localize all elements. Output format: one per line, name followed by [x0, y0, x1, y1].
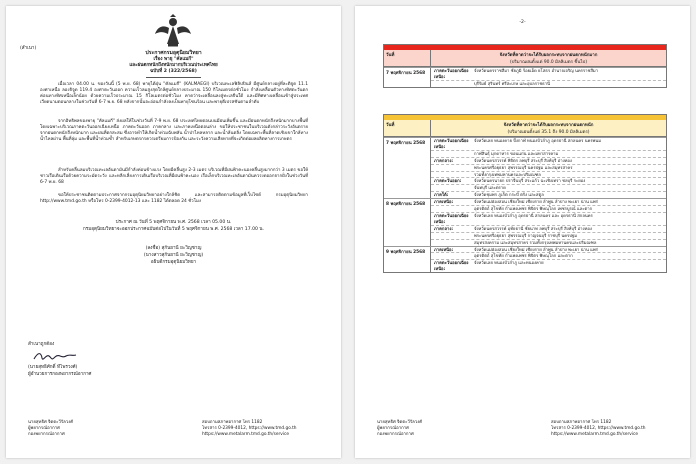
province-list: จังหวัดเลย หนองคาย บึงกาฬ หนองบัวลำภู อุดรธานี สกลนคร นครพนม [474, 138, 601, 143]
heavy-rain-table [383, 114, 667, 273]
row-areas [431, 138, 666, 198]
region-label [431, 165, 474, 171]
province-list: จังหวัดแม่ฮ่องสอน เชียงใหม่ เชียงราย ลำพูน ลำปาง พะเยา น่าน แพร่ [474, 199, 598, 205]
row-areas [431, 68, 666, 87]
region-label [431, 253, 474, 259]
region-label [431, 172, 474, 178]
list-item [431, 158, 666, 165]
row-date: 8 พฤศจิกายน 2568 [384, 199, 431, 245]
row-date: 7 พฤศจิกายน 2568 [384, 68, 431, 87]
region-label: ภาคตะวันออกเฉียงเหนือ: [434, 212, 469, 224]
list-item [431, 81, 666, 87]
list-item [431, 172, 666, 179]
certified-title: ผู้อำนวยการกองพยากรณ์อากาศ [28, 372, 92, 377]
table-row [384, 198, 666, 245]
footer-hotline: สอบถามสภาพอากาศ โทร 1182 [202, 420, 263, 425]
region-label: ภาคตะวันออกเฉียงเหนือ: [434, 138, 469, 149]
province-list: จังหวัดนครนายก ปราจีนบุรี สระแก้ว ฉะเชิงเทรา ชลบุรี ระยอง [474, 178, 586, 184]
list-item [431, 151, 666, 158]
province-list: บุรีรัมย์ สุรินทร์ ศรีสะเกษ และอุบลราชธานี [474, 80, 550, 86]
list-item [431, 233, 666, 240]
certified-name: (นายสุทธิศักดิ์ ทีไพรวงศ์) [28, 365, 78, 370]
subtitle-line: และฝนตกหนักถึงหนักมากบริเวณประเทศไทย [129, 63, 218, 68]
list-item [431, 240, 666, 246]
region-label: ภาคตะวันออกเฉียงเหนือ: [434, 260, 469, 272]
org-title: ประกาศกรมอุตุนิยมวิทยา [145, 50, 202, 56]
footer-left [28, 420, 73, 437]
table1-col-area: จังหวัดที่คาดว่าจะได้รับผลกระทบจากฝนตกหนักมาก (ปริมาณฝนตั้งแต่ 90.0 มิลลิเมตร ขึ้นไป) [499, 53, 598, 65]
province-list: จังหวัดชุมพร ภูเก็ต กระบี่ ตรัง และสตูล [474, 192, 544, 198]
signer-name: (นางสาวสุกันยานี ยะวิญชาญ) [143, 253, 204, 258]
announce-date: ประกาศ ณ วันที่ 5 พฤศจิกายน พ.ศ. 2568 เวลา 05.00 น. [115, 220, 232, 225]
page-number: -2- [519, 20, 526, 25]
province-list: จังหวัดนครสวรรค์ พิจิตร ลพบุรี สระบุรี สิงห์บุรี อ่างทอง [474, 157, 572, 163]
header-divider [146, 77, 201, 78]
paragraph-storm-position: เมื่อเวลา 04.00 น. ของวันนี้ (5 พ.ย. 68) พายุไต้ฝุ่น "คัลแมกี" (KALMAEGI) บริเวณทะเลฟิลิปปินส์ มีศูนย์กลางอยู่ที่ละติจูด 11.1 องศาเหนือ ลองจิจูด 119.4 องศาตะวันออก ความเร็วลมสูงสุดใกล้ศูนย์กลางประมาณ 150 กิโลเมตรต่อชั่วโมง กำลังเคลื่อนตัวทางทิศตะวันตกค่อนทางทิศเหนือเล็กน้อย ด้วยความเร็วประมาณ 15 กิโลเมตรต่อชั่วโมง คาดว่าจะเคลื่อนลงสู่ทะเลจีนใต้ และมีทิศทางเคลื่อนเข้าสู่ประเทศเวียดนามตอนกลางในช่วงวันที่ 6-7 พ.ย. 68 หลังจากนั้นจะอ่อนกำลังลงเป็นพายุโซนร้อน และพายุดีเปรสชันตามลำดับ [40, 82, 308, 106]
region-label: ภาคกลาง: [434, 225, 454, 231]
footer-phone[interactable]: โทรสาร 0-2399-4012, https://www.tmd.go.th [551, 425, 646, 431]
certified-label: สำเนาถูกต้อง [28, 342, 55, 347]
announcement-page-1 [6, 6, 341, 458]
paragraph-contact: ขอให้ประชาชนติดตามประกาศจากกรมอุตุนิยมวิทยาอย่างใกล้ชิด และสามารถติดตามข้อมูลที่เว็บไซต์ กรมอุตุนิยมวิทยา http://www.tmd.go.th หรือโทร 0-2399-4012-13 และ 1182 ได้ตลอด 24 ชั่วโมง [40, 193, 308, 205]
province-list: รวมทั้งกรุงเทพมหานครและปริมณฑล [474, 171, 541, 177]
paragraph-rain-impact: จากอิทธิพลของพายุ "คัลแมกี" ส่งผลให้ในช่วงวันที่ 7-9 พ.ย. 68 ประเทศไทยตอนบนมีฝนเพิ่มขึ้น และมีฝนตกหนักถึงหนักมากบางพื้นที่ โดยเฉพาะบริเวณภาคตะวันออกเฉียงเหนือ ภาคตะวันออก ภาคกลาง และภาคเหนือตอนล่าง ขอให้ประชาชนในบริเวณดังกล่าวระวังอันตรายจากฝนตกหนักถึงหนักมาก และฝนที่ตกสะสม ซึ่งอาจทำให้เกิดน้ำท่วมฉับพลัน น้ำป่าไหลหลาก และน้ำล้นตลิ่ง โดยเฉพาะพื้นที่ลาดเชิงเขาใกล้ทางน้ำไหลผ่าน พื้นที่ลุ่ม และพื้นที่น้ำท่วมซ้ำ สำหรับเกษตรกรควรเตรียมการป้องกัน และระวังความเสียหายที่จะเกิดต่อผลผลิตทางการเกษตร [40, 119, 308, 143]
footer-right [202, 420, 297, 437]
list-item [431, 226, 666, 233]
copy-label: (สำเนา) [20, 46, 37, 51]
list-item [431, 213, 666, 226]
footer-web-link[interactable]: https://www.metalarm.tmd.go.th/service [202, 431, 289, 437]
paragraph-sea-waves: สำหรับคลื่นลมบริเวณทะเลอันดามันมีกำลังค่อนข้างแรง โดยมีคลื่นสูง 2-3 เมตร บริเวณที่มีฝนฟ้าคะนองคลื่นสูงมากกว่า 3 เมตร ขอให้ชาวเรือเดินเรือด้วยความระมัดระวัง และหลีกเลี่ยงการเดินเรือบริเวณที่มีฝนฟ้าคะนอง เรือเล็กบริเวณทะเลอันดามันควรงดออกจากฝั่งในช่วงวันที่ 6-7 พ.ย. 68 [40, 168, 308, 186]
region-label: ภาคตะวันออกเฉียงเหนือ: [434, 68, 469, 79]
footer-phone[interactable]: โทรสาร 0-2399-4012, https://www.tmd.go.th [202, 425, 297, 431]
province-list: จังหวัดนครสวรรค์ อุทัยธานี ชัยนาท ลพบุรี สระบุรี สิงห์บุรี อ่างทอง [474, 225, 592, 231]
region-label [431, 240, 474, 246]
list-item [431, 247, 666, 254]
footer-name: นายสุทธิศ จิตตะวีรัลวงศ์ [28, 420, 74, 425]
list-item [431, 138, 666, 151]
list-item [431, 165, 666, 172]
list-item [431, 253, 666, 260]
table2-body [384, 137, 666, 272]
table1-header [384, 50, 666, 67]
garuda-seal-icon [154, 14, 192, 48]
row-areas [431, 199, 666, 245]
province-list: พระนครศรีอยุธยา สุพรรณบุรี นครปฐม และสมุทรสาคร [474, 164, 573, 170]
province-list: จังหวัดเลย หนองบัวลำภู อุดรธานี สกลนคร และ อุดรธานี สกลนคร [474, 212, 593, 218]
region-label: ภาคใต้: [434, 192, 449, 198]
subject-line: เรื่อง พายุ "คัลแมกี" [153, 57, 194, 62]
region-label [431, 233, 474, 239]
footer-right-p2 [551, 420, 646, 437]
province-list: จังหวัดนครราชสีมา ชัยภูมิ ร้อยเอ็ด ยโสธร อำนาจเจริญ นครราชสีมา [474, 68, 599, 73]
footer-name: นายสุทธิศ จิตตะวีรัลวงศ์ [377, 420, 423, 425]
list-item [431, 199, 666, 206]
table1-col-date: วันที่ [384, 50, 431, 66]
region-label [431, 185, 474, 191]
signer-sign-line: (ลงชื่อ) สุกันยานี ยะวิญชาญ [145, 246, 202, 251]
next-issue-notice: กรมอุตุนิยมวิทยาจะออกประกาศฉบับต่อไปในวันที่ 5 พฤศจิกายน พ.ศ. 2568 เวลา 17.00 น. [82, 227, 264, 232]
province-list: สมุทรสงคราม และสมุทรสาคร รวมทั้งกรุงเทพมหานครและปริมณฑล [474, 239, 597, 245]
list-item [431, 206, 666, 213]
list-item [431, 178, 666, 185]
signer-title: อธิบดีกรมอุตุนิยมวิทยา [150, 260, 197, 265]
table-row [384, 137, 666, 198]
footer-title: ผู้พยากรณ์อากาศ [28, 425, 60, 431]
table2-col-date: วันที่ [384, 120, 431, 136]
table2-col-area: จังหวัดที่คาดว่าจะได้รับผลกระทบจากฝนตกหนัก (ปริมาณฝนตั้งแต่ 35.1 ถึง 90.0 มิลลิเมตร) [503, 123, 594, 135]
footer-hotline: สอบถามสภาพอากาศ โทร 1182 [551, 420, 612, 425]
province-list: อุตรดิตถ์ สุโขทัย กำแพงเพชร พิจิตร พิษณุโลก และตาก [474, 253, 573, 259]
announcement-page-2 [355, 6, 690, 458]
row-date: 9 พฤศจิกายน 2568 [384, 247, 431, 273]
footer-left-p2 [377, 420, 422, 437]
footer-dept: กองพยากรณ์อากาศ [28, 431, 65, 437]
region-label: ภาคเหนือ: [434, 199, 454, 205]
very-heavy-rain-table [383, 44, 667, 88]
table2-header [384, 120, 666, 137]
list-item [431, 185, 666, 192]
province-list: จังหวัดแม่ฮ่องสอน เชียงใหม่ เชียงราย ลำพูน ลำปาง พะเยา น่าน แพร่ [474, 246, 598, 252]
list-item [431, 68, 666, 81]
list-item [431, 260, 666, 272]
province-list: จันทบุรี และตราด [474, 185, 506, 191]
footer-web-link[interactable]: https://www.metalarm.tmd.go.th/service [551, 431, 638, 437]
region-label [431, 206, 474, 212]
region-label: ภาคกลาง: [434, 157, 454, 163]
region-label [431, 151, 474, 157]
row-areas [431, 247, 666, 273]
footer-dept: กองพยากรณ์อากาศ [377, 431, 414, 437]
region-label: ภาคเหนือ: [434, 246, 454, 252]
table-row [384, 246, 666, 273]
province-list: กาฬสินธุ์ มุกดาหาร ขอนแก่น และมหาสารคาม [474, 150, 559, 156]
province-list: พระนครศรีอยุธยา สุพรรณบุรี กาญจนบุรี ราชบุรี นครปฐม [474, 232, 578, 238]
signature-icon [32, 350, 78, 364]
issue-number: ฉบับที่ 2 (322/2568) [150, 69, 197, 74]
region-label [431, 81, 474, 87]
province-list: จังหวัดเลย หนองบัวลำภู และหนองคาย [474, 260, 544, 266]
footer-title: ผู้พยากรณ์อากาศ [377, 425, 409, 431]
table1-body [384, 67, 666, 87]
region-label: ภาคตะวันออก: [434, 178, 462, 184]
table-row [384, 67, 666, 87]
row-date: 7 พฤศจิกายน 2568 [384, 138, 431, 198]
list-item [431, 192, 666, 198]
province-list: อุตรดิตถ์ สุโขทัย กำแพงเพชร พิจิตร พิษณุโลก เพชรบูรณ์ และตาก [474, 206, 593, 212]
